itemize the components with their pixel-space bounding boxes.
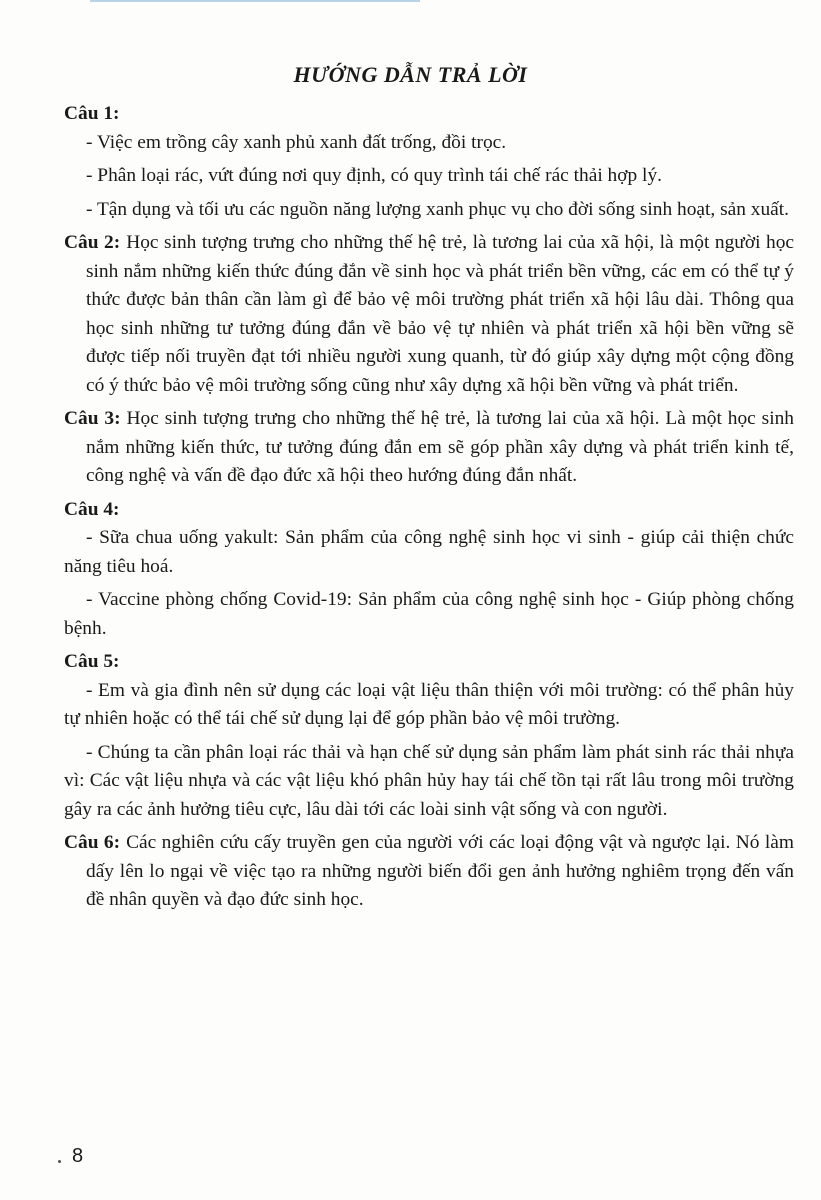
question-5-label: Câu 5: [64, 651, 120, 672]
question-4-label: Câu 4: [64, 498, 120, 520]
question-2-paragraph [64, 229, 794, 400]
scan-edge-line [90, 0, 420, 2]
page-number: 8 [72, 1145, 84, 1167]
question-5-item: - Chúng ta cần phân loại rác thải và hạn chế sử dụng sản phẩm làm phát sinh rác thải nhựa vì: Các vật liệu nhựa và các vật liệu khó phân hủy hay tái chế tồn tại rất lâu trong môi trường gây ra các ảnh hưởng tiêu cực, lâu dài tới các loài sinh vật sống và con người. [64, 741, 794, 820]
question-4-item: - Vaccine phòng chống Covid-19: Sản phẩm của công nghệ sinh học - Giúp phòng chống bệnh. [64, 589, 794, 639]
page-speck [58, 1160, 61, 1163]
answer-content [64, 100, 794, 920]
question-5 [64, 648, 794, 824]
question-1 [64, 100, 794, 224]
question-4-item: - Sữa chua uống yakult: Sản phẩm của công nghệ sinh học vi sinh - giúp cải thiện chức năng tiêu hoá. [64, 527, 794, 577]
question-3-paragraph [64, 405, 794, 491]
question-6-paragraph [64, 829, 794, 915]
question-6-text: Các nghiên cứu cấy truyền gen của người với các loại động vật và ngược lại. Nó làm dấy lên lo ngại về việc tạo ra những người biến đổi gen ảnh hưởng nghiêm trọng đến vấn đề nhân quyền và đạo đức sinh học. [86, 832, 794, 910]
question-3 [64, 405, 794, 491]
question-4 [64, 496, 794, 644]
question-2-label: Câu 2: [64, 232, 121, 253]
page-title: HƯỚNG DẪN TRẢ LỜI [293, 62, 528, 87]
question-1-item: - Phân loại rác, vứt đúng nơi quy định, có quy trình tái chế rác thải hợp lý. [86, 165, 662, 186]
question-2 [64, 229, 794, 400]
question-3-label: Câu 3: [64, 408, 121, 429]
question-5-item: - Em và gia đình nên sử dụng các loại vật liệu thân thiện với môi trường: có thể phân hủy tự nhiên hoặc có thể tái chế sử dụng lại để góp phần bảo vệ môi trường. [64, 679, 794, 729]
question-3-text: Học sinh tượng trưng cho những thế hệ trẻ, là tương lai của xã hội. Là một học sinh nắm những kiến thức, tư tưởng đúng đắn em sẽ góp phần xây dựng và phát triển kinh tế, công nghệ và vấn đề đạo đức xã hội theo hướng đúng đắn nhất. [86, 408, 794, 486]
question-2-text: Học sinh tượng trưng cho những thế hệ trẻ, là tương lai của xã hội, là một người học sinh nắm những kiến thức đúng đắn về sinh học và phát triển bền vững, các em có thể tự ý thức được bản thân cần làm gì để bảo vệ môi trường phát triển xã hội lâu dài. Thông qua học sinh những tư tưởng đúng đắn về bảo vệ tự nhiên và phát triển xã hội bền vững sẽ được tiếp nối truyền đạt tới nhiều người xung quanh, từ đó giúp xây dựng một cộng đồng có ý thức bảo vệ môi trường sống cũng như xây dựng xã hội bền vững và phát triển. [86, 232, 795, 396]
question-1-item: - Việc em trồng cây xanh phủ xanh đất trống, đồi trọc. [86, 131, 507, 153]
question-1-label: Câu 1: [64, 103, 120, 124]
question-6 [64, 829, 794, 915]
question-1-item: - Tận dụng và tối ưu các nguồn năng lượng xanh phục vụ cho đời sống sinh hoạt, sản xuất. [86, 198, 790, 220]
question-6-label: Câu 6: [64, 832, 121, 853]
